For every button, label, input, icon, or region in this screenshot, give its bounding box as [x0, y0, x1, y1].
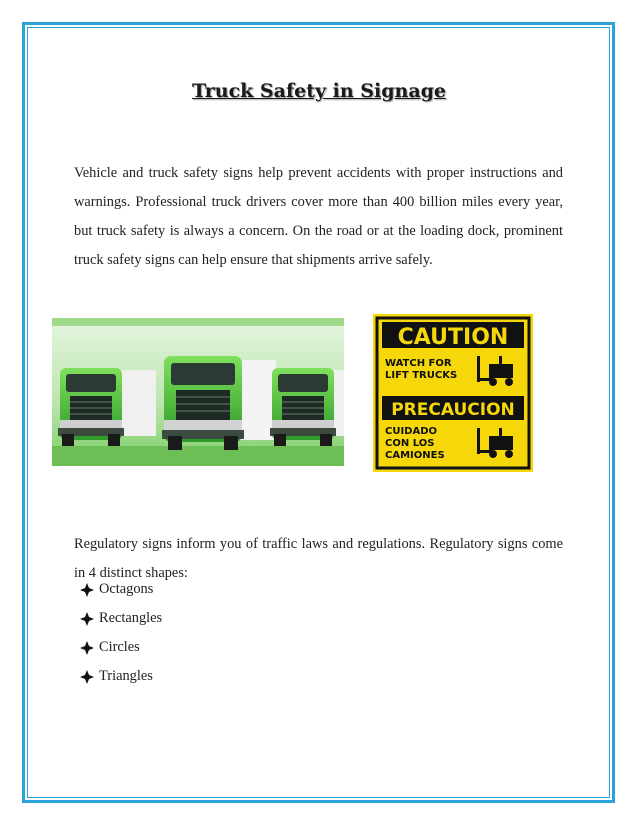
list-item-label: Octagons: [99, 581, 154, 597]
diamond-bullet-icon: [80, 612, 94, 626]
green-trucks-image: [52, 318, 344, 466]
sign-line2-es: CON LOS: [385, 438, 435, 449]
list-item: [80, 633, 162, 662]
page-title: Truck Safety in Signage: [191, 80, 447, 102]
sign-line3-es: CAMIONES: [385, 450, 445, 461]
sign-line1-es: CUIDADO: [385, 426, 438, 437]
caution-lift-trucks-sign: [373, 314, 533, 472]
diamond-bullet-icon: [80, 641, 94, 655]
list-item: [80, 604, 162, 633]
sign-line1-en: WATCH FOR: [385, 358, 452, 369]
list-item: [80, 575, 162, 604]
list-item-label: Rectangles: [99, 610, 163, 626]
list-item: [80, 662, 162, 691]
truck-right: [270, 368, 344, 446]
diamond-bullet-icon: [80, 670, 94, 684]
truck-center: [162, 356, 276, 450]
sign-heading-es: PRECAUCION: [391, 400, 515, 420]
intro-paragraph: Vehicle and truck safety signs help prevent accidents with proper instructions and warnings. Professional truck drivers cover more than 400 billion miles every year, but truck safety is always a concern. On the road or at the loading dock, prominent truck safety signs can help ensure that shipments arrive safely.: [74, 165, 563, 268]
list-item-label: Circles: [99, 639, 140, 655]
diamond-bullet-icon: [80, 583, 94, 597]
truck-left: [58, 368, 156, 446]
list-item-label: Triangles: [99, 668, 153, 684]
regulatory-paragraph: Regulatory signs inform you of traffic laws and regulations. Regulatory signs come in 4 distinct shapes:: [74, 536, 563, 581]
sign-line2-en: LIFT TRUCKS: [385, 370, 458, 381]
shapes-list: [80, 575, 162, 691]
sign-heading-en: CAUTION: [397, 325, 509, 350]
